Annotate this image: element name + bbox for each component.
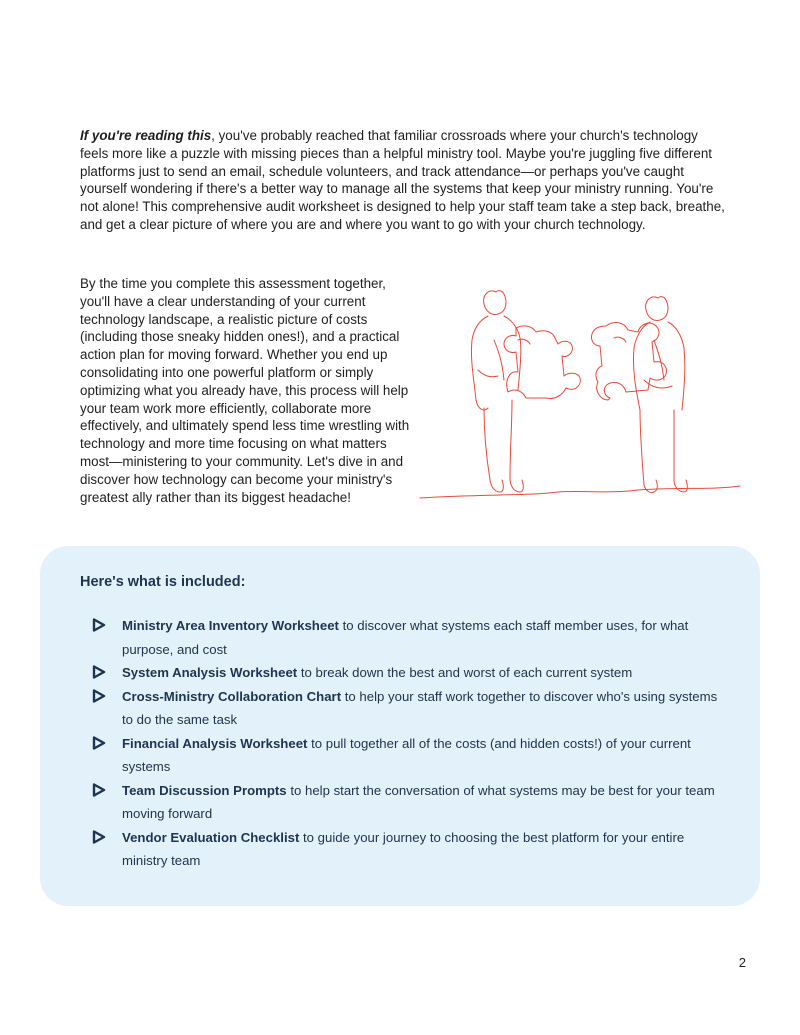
list-item bbox=[92, 779, 722, 826]
included-heading: Here's what is included: bbox=[80, 574, 246, 590]
outcome-paragraph: By the time you complete this assessment together, you'll have a clear understanding of your current technology landscape, a realistic picture of costs (including those sneaky hidden ones!), and a practical action plan for moving forward. Whether you end up consolidating into one powerful platform or simply optimizing what you already have, this process will help your team work more efficiently, collaborate more effectively, and ultimately spend less time wrestling with technology and more time focusing on what matters most—ministering to your community. Let's dive in and discover how technology can become your ministry's greatest ally rather than its biggest headache! bbox=[80, 276, 410, 505]
intro-lead: If you're reading this bbox=[80, 128, 212, 143]
play-arrow-icon bbox=[92, 783, 106, 797]
list-item bbox=[92, 685, 722, 732]
item-description: to guide your journey to choosing the best platform for your entire ministry team bbox=[122, 829, 685, 868]
play-arrow-icon bbox=[92, 736, 106, 750]
item-title: Team Discussion Prompts bbox=[122, 782, 287, 798]
item-title: Ministry Area Inventory Worksheet bbox=[122, 618, 339, 633]
item-description: to discover what systems each staff member uses, for what purpose, and cost bbox=[122, 618, 689, 657]
play-arrow-icon bbox=[92, 689, 106, 703]
play-arrow-icon bbox=[92, 665, 106, 679]
intro-body: , you've probably reached that familiar crossroads where your church's technology feels more like a puzzle with missing pieces than a helpful ministry tool. Maybe you're juggling five different platforms just to send an email, schedule volunteers, and track attendance—or perhaps you've caught yourself wondering if there's a better way to manage all the systems that keep your ministry running. You're not alone! This comprehensive audit worksheet is designed to help your staff team take a step back, breathe, and get a clear picture of where you are and where you want to go with your church technology. bbox=[80, 128, 725, 232]
included-list bbox=[92, 614, 722, 873]
intro-paragraph bbox=[80, 127, 725, 234]
list-item bbox=[92, 661, 722, 685]
item-description: to break down the best and worst of each current system bbox=[297, 665, 633, 680]
item-description: to help start the conversation of what systems may be best for your team moving forward bbox=[122, 782, 715, 821]
list-item bbox=[92, 826, 722, 873]
puzzle-people-illustration bbox=[418, 280, 743, 510]
play-arrow-icon bbox=[92, 830, 106, 844]
play-arrow-icon bbox=[92, 618, 106, 632]
item-description: to help your staff work together to discover who's using systems to do the same task bbox=[122, 688, 718, 727]
page-number: 2 bbox=[738, 955, 746, 970]
item-description: to pull together all of the costs (and hidden costs!) of your current systems bbox=[122, 735, 691, 774]
item-title: Vendor Evaluation Checklist bbox=[122, 829, 300, 845]
list-item bbox=[92, 614, 722, 661]
item-title: System Analysis Worksheet bbox=[122, 665, 298, 680]
list-item bbox=[92, 732, 722, 779]
item-title: Cross-Ministry Collaboration Chart bbox=[122, 688, 342, 704]
included-panel bbox=[40, 546, 760, 906]
item-title: Financial Analysis Worksheet bbox=[122, 735, 308, 751]
